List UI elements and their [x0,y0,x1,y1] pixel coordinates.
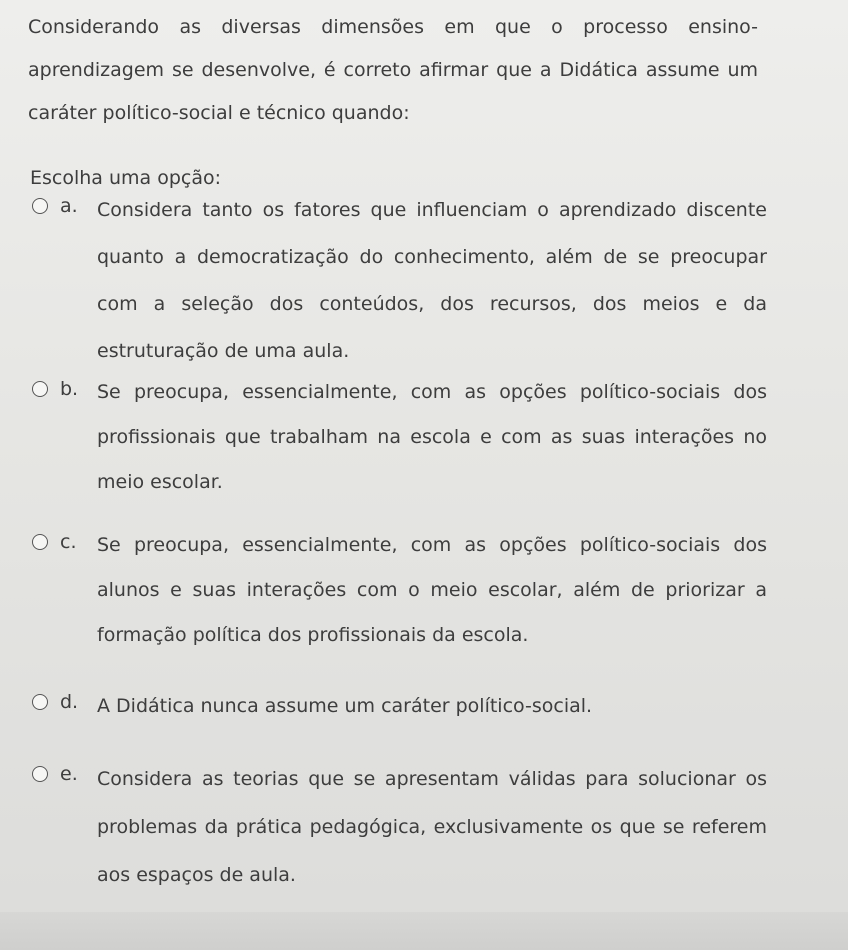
option-a-letter: a. [60,195,78,217]
option-e-text[interactable]: Considera as teorias que se apresentam válidas para solucionar os problemas da prática pedagógica, exclusivamente os que se referem aos espaços de aula. [97,768,767,886]
option-d-text[interactable]: A Didática nunca assume um caráter político-social. [97,695,593,717]
option-a-text[interactable]: Considera tanto os fatores que influenciam o aprendizado discente quanto a democratização do conhecimento, além de se preocupar com a seleção dos conteúdos, dos recursos, dos meios e da estruturação de uma aula. [97,199,767,362]
option-e-letter: e. [60,763,78,785]
bottom-edge [0,912,848,950]
option-e-radio[interactable] [32,766,48,782]
option-c-letter: c. [60,531,77,553]
question-text: Considerando as diversas dimensões em que o processo ensino-aprendizagem se desenvolve, é correto afirmar que a Didática assume um caráter político-social e técnico quando: [28,16,758,124]
option-c-radio[interactable] [32,534,48,550]
choose-option-prompt: Escolha uma opção: [30,167,222,189]
option-d-letter: d. [60,691,79,713]
option-b-letter: b. [60,378,79,400]
option-b-radio[interactable] [32,381,48,397]
option-b-text[interactable]: Se preocupa, essencialmente, com as opções político-sociais dos profissionais que trabalham na escola e com as suas interações no meio escolar. [97,381,767,493]
option-d-radio[interactable] [32,694,48,710]
option-c-text[interactable]: Se preocupa, essencialmente, com as opções político-sociais dos alunos e suas interações com o meio escolar, além de priorizar a formação política dos profissionais da escola. [97,534,767,646]
option-a-radio[interactable] [32,198,48,214]
